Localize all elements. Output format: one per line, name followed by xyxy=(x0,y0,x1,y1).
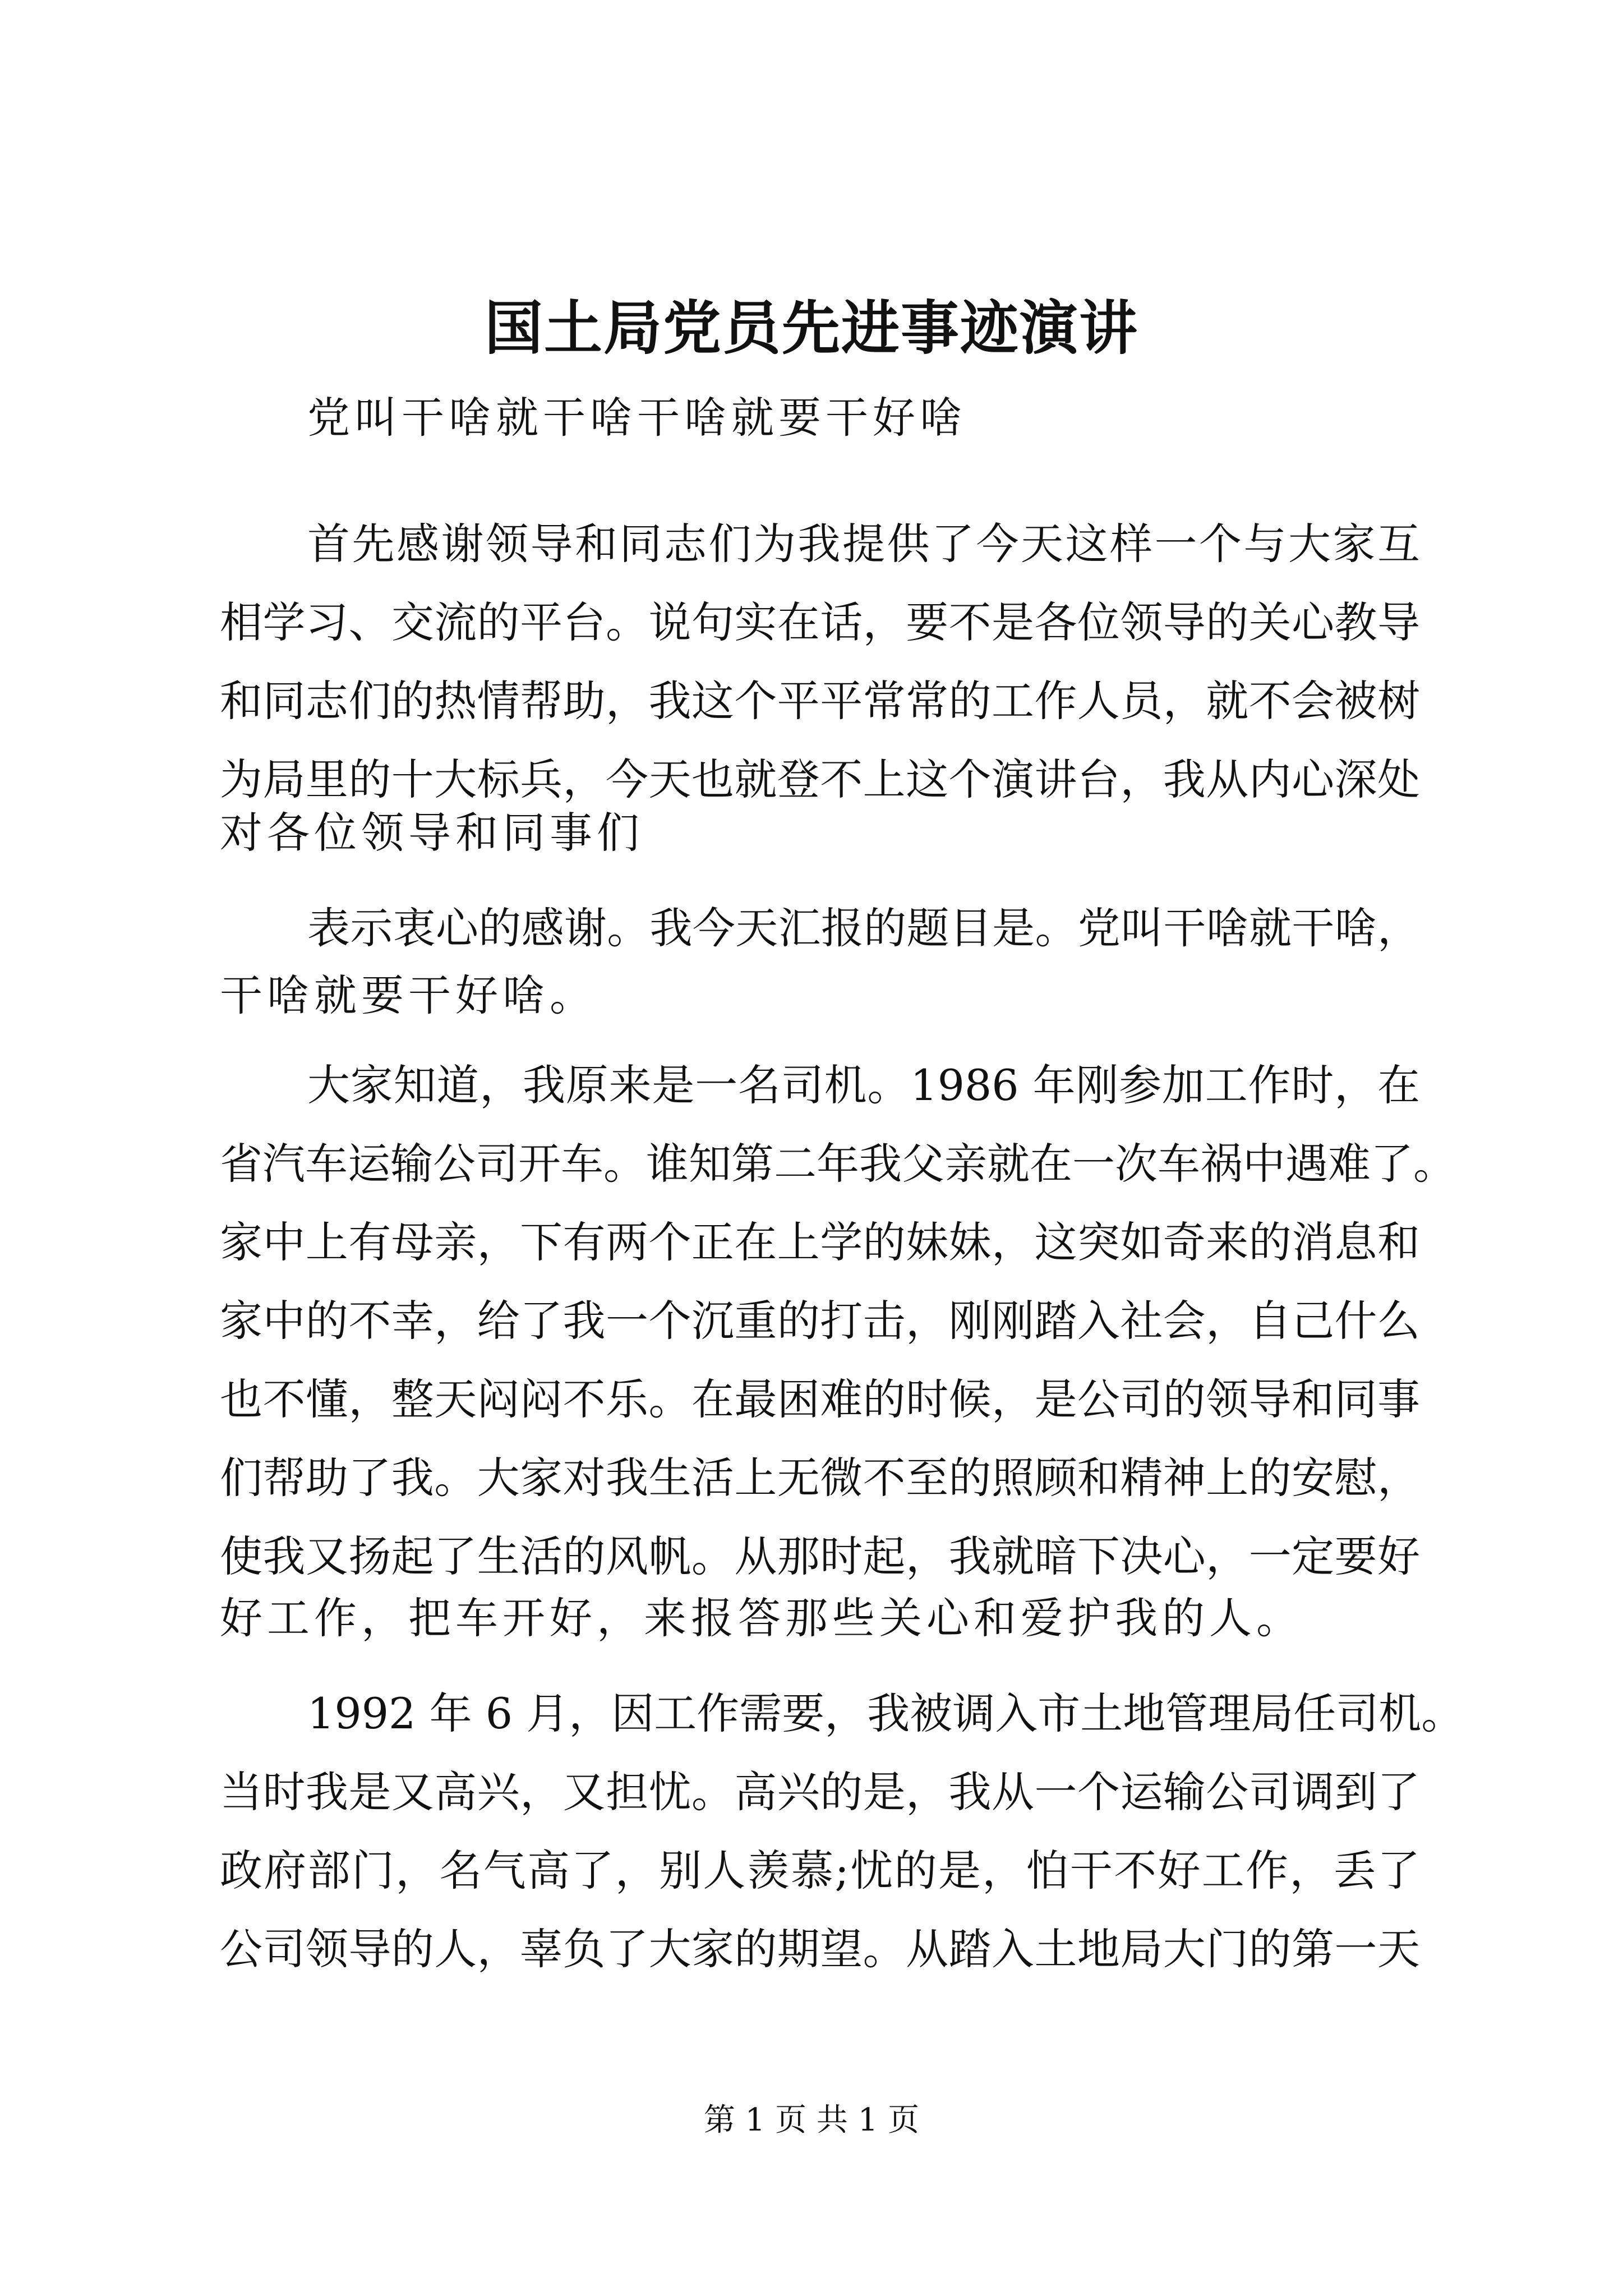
paragraph-line: 和同志们的热情帮助，我这个平平常常的工作人员，就不会被树 xyxy=(220,676,1420,726)
paragraph-line: 省汽车运输公司开车。谁知第二年我父亲就在一次车祸中遇难了。 xyxy=(220,1139,1456,1189)
paragraph-line: 也不懂，整天闷闷不乐。在最困难的时候，是公司的领导和同事 xyxy=(220,1374,1420,1424)
paragraph-line: 家中的不幸，给了我一个沉重的打击，刚刚踏入社会，自己什么 xyxy=(220,1296,1420,1346)
document-title: 国土局党员先进事迹演讲 xyxy=(484,293,1138,362)
paragraph-line: 相学习、交流的平台。说句实在话，要不是各位领导的关心教导 xyxy=(220,597,1420,647)
subtitle-line: 党叫干啥就干啥干啥就要干好啥 xyxy=(307,393,967,443)
page-footer: 第 1 页 共 1 页 xyxy=(703,2102,920,2138)
paragraph-line: 表示衷心的感谢。我今天汇报的题目是。党叫干啥就干啥， xyxy=(307,903,1420,953)
paragraph-line: 好工作，把车开好，来报答那些关心和爱护我的人。 xyxy=(220,1593,1303,1643)
paragraph-line: 1992 年 6 月，因工作需要，我被调入市土地管理局任司机。 xyxy=(307,1688,1464,1738)
paragraph-line: 政府部门，名气高了，别人羡慕;忧的是，怕干不好工作，丢了 xyxy=(220,1846,1420,1895)
paragraph-line: 首先感谢领导和同志们为我提供了今天这样一个与大家互 xyxy=(307,519,1420,569)
paragraph-line: 使我又扬起了生活的风帆。从那时起，我就暗下决心，一定要好 xyxy=(220,1531,1420,1581)
paragraph-line: 干啥就要干好啥。 xyxy=(220,970,597,1020)
paragraph-line: 公司领导的人，辜负了大家的期望。从踏入土地局大门的第一天 xyxy=(220,1924,1420,1974)
paragraph-line: 当时我是又高兴，又担忧。高兴的是，我从一个运输公司调到了 xyxy=(220,1767,1420,1817)
paragraph-line: 们帮助了我。大家对我生活上无微不至的照顾和精神上的安慰， xyxy=(220,1453,1420,1503)
paragraph-line: 为局里的十大标兵，今天也就登不上这个演讲台，我从内心深处 xyxy=(220,754,1420,804)
paragraph-line: 大家知道，我原来是一名司机。1986 年刚参加工作时，在 xyxy=(307,1060,1420,1110)
paragraph-line: 对各位领导和同事们 xyxy=(220,808,644,858)
paragraph-line: 家中上有母亲，下有两个正在上学的妹妹，这突如奇来的消息和 xyxy=(220,1217,1420,1267)
